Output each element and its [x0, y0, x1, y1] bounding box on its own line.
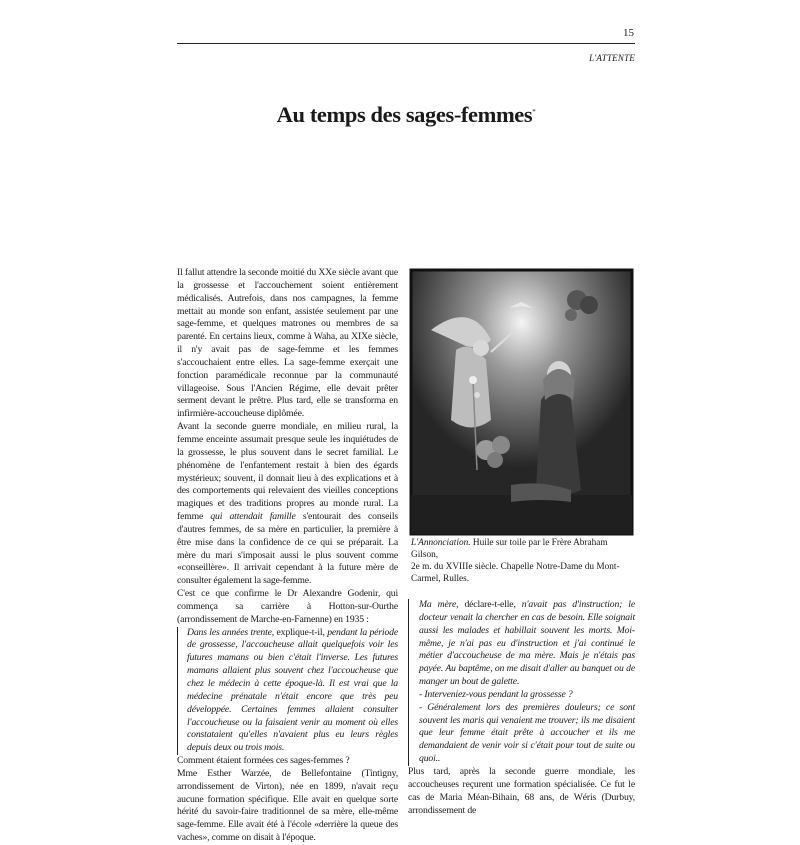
paragraph: Plus tard, après la seconde guerre mondiale, les accoucheuses reçurent une formation spécialisée. Ce fut le cas de Maria Méan-Bihain, 68 ans, de Wéris (Durbuy, arrondissement de: [408, 765, 635, 816]
annunciation-painting: [411, 270, 632, 534]
article-title-text: Au temps des sages-femmes: [276, 102, 533, 127]
footnote-mark: *: [532, 108, 536, 116]
block-quote: Ma mère, déclare-t-elle, n'avait pas d'instruction; le docteur venait la chercher en cas de besoin. Elle soignait aussi les malades et habillait souvent les morts. Moi-même, je n'ai pas eu d'instruction et j'ai continué le métier d'accoucheuse de ma mère. Mais je n'étais pas payée. Au baptême, on me disait d'aller au banquet ou de manger un bout de galette. - Interveniez-vous pendant la grossesse ? - Généralement lors des premières douleurs; ce sont souvent les maris qui venaient me trouver; ils me disaient que leur femme était prête à accoucher et ils me demandaient de venir voir si c'était pour tout de suite ou quoi..: [408, 599, 635, 766]
text-column-left: [177, 267, 398, 844]
paragraph: Comment étaient formées ces sages-femmes ?: [177, 755, 350, 767]
article-title: [177, 102, 635, 128]
text-column-right: [408, 599, 635, 816]
header-rule: [177, 43, 635, 44]
paragraph: C'est ce que confirme le Dr Alexandre Godenir, qui commença sa carrière à Hotton-sur-Ourthe (arrondissement de Marche-en-Famenne) en 1935 :: [177, 588, 398, 625]
section-title: L'ATTENTE: [589, 53, 635, 63]
paragraph: Il fallut attendre la seconde moitié du XXe siècle avant que la grossesse et l'accouchement soient entièrement médicalisés. Autrefois, dans nos campagnes, la femme mettait au monde son enfant, assistée seulement par une sage-femme, et quelques matrones ou membres de sa parenté. En certains lieux, comme à Waha, au XIXe siècle, il n'y avait pas de sage-femme et les femmes s'accouchaient entre elles. La sage-femme exerçait une fonction paramédicale reconnue par la communauté villageoise. Sous l'Ancien Régime, elle devait prêter serment devant le prêtre. Plus tard, elle se transforma en infirmière-accoucheuse diplômée.: [177, 267, 398, 420]
painting-illustration: [411, 270, 632, 534]
paragraph: Avant la seconde guerre mondiale, en milieu rural, la femme enceinte assumait presque seule les inquiétudes de la grossesse, le plus souvent dans le secret familial. Le phénomène de l'enfantement restait à bien des égards mystérieux; souvent, il donnait lieu à des explications et à des comportements qui relevaient des vieilles conceptions magiques et des traditions propres au monde rural. La femme qui attendait famille s'entourait des conseils d'autres femmes, de sa mère en particulier, la première à être mise dans la confidence de ce qui se préparait. La mère du mari s'imposait aussi le plus souvent comme «conseillère». Il arrivait cependant à la future mère de consulter également la sage-femme.: [177, 421, 398, 587]
block-quote: Dans les années trente, explique-t-il, pendant la période de grossesse, l'accoucheuse allait quelquefois voir les futures mamans ou bien c'était l'inverse. Les futures mamans allaient plus souvent chez l'accoucheuse que chez le médecin à cette époque-là. Il est vrai que la médecine prénatale n'était encore que très peu développée. Certaines femmes allaient consulter l'accoucheuse ou la faisaient venir au moment où elles constataient qu'elles n'avaient plus eu leurs règles depuis deux ou trois mois.: [177, 627, 398, 755]
figure-caption: L'Annonciation. Huile sur toile par le Frère Abraham Gilson, 2e m. du XVIIIe siècle. Chapelle Notre-Dame du Mont-Carmel, Rulles.: [411, 538, 620, 584]
page-number: 15: [623, 27, 634, 39]
paragraph: Mme Esther Warzée, de Bellefontaine (Tintigny, arrondissement de Virton), née en 1899, n'avait reçu aucune formation spécifique. Elle avait en quelque sorte hérité du savoir-faire traditionnel de sa mère, elle-même sage-femme. Elle avait été à l'école «derrière la queue des vaches», comme on disait à l'époque.: [177, 767, 398, 844]
